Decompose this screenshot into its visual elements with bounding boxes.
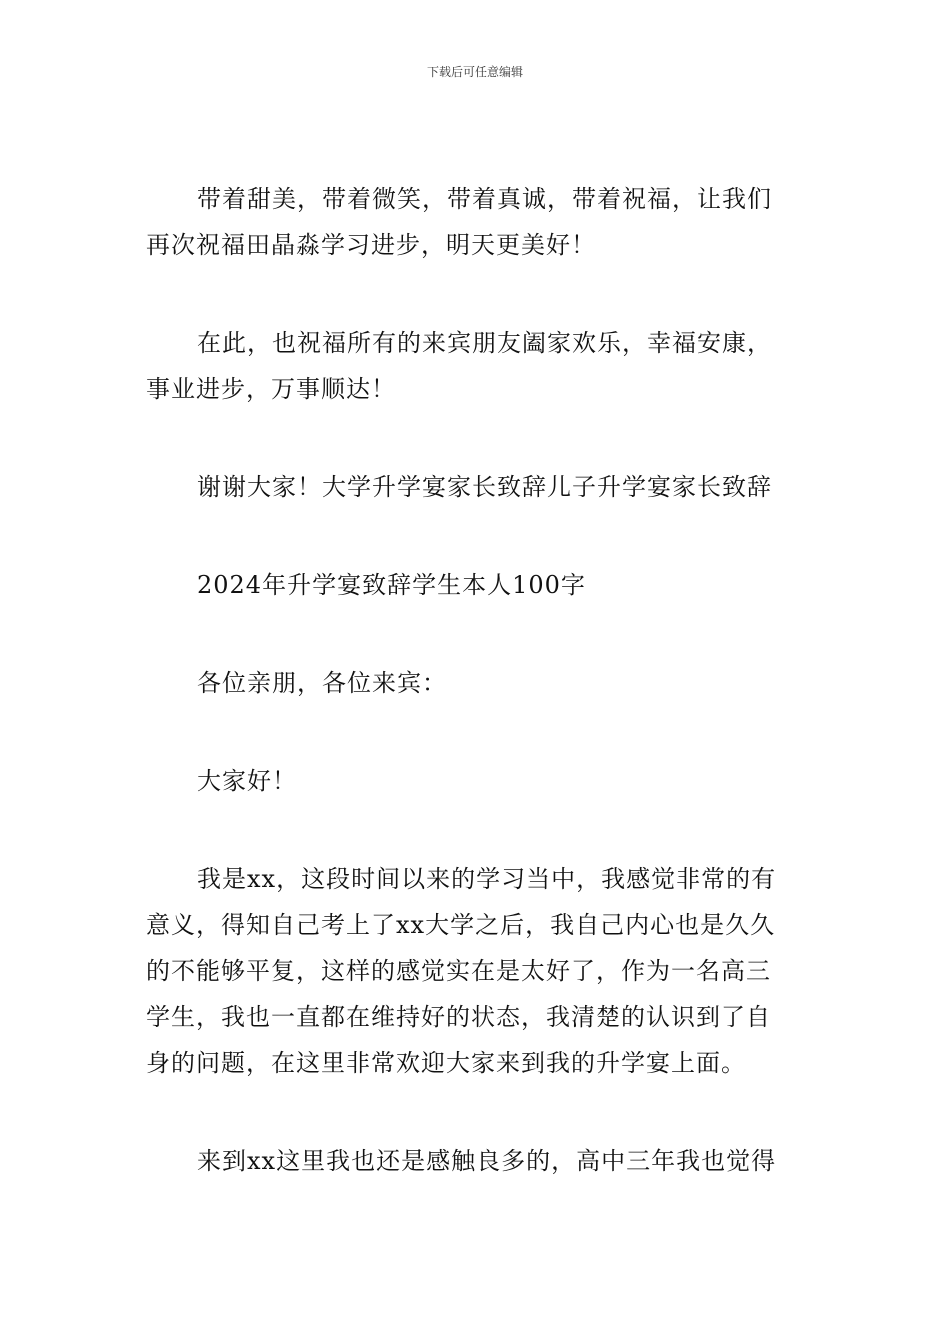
- paragraph-section-title: [146, 562, 810, 608]
- text-line: 再次祝福田晶淼学习进步，明天更美好！: [146, 231, 596, 259]
- text-line: 各位亲朋，各位来宾：: [197, 669, 447, 697]
- paragraph-blessing: [146, 176, 810, 268]
- text-line: 学生，我也一直都在维持好的状态，我清楚的认识到了自: [146, 1003, 771, 1031]
- text-line: 身的问题，在这里非常欢迎大家来到我的升学宴上面。: [146, 1049, 746, 1077]
- paragraph-salutation: [146, 660, 810, 706]
- text-line: 我是xx，这段时间以来的学习当中，我感觉非常的有: [197, 865, 777, 893]
- text-line: 事业进步，万事顺达！: [146, 375, 396, 403]
- document-body: [146, 176, 810, 1236]
- text-line: 2024年升学宴致辞学生本人100字: [197, 571, 586, 599]
- text-line: 大家好！: [197, 767, 297, 795]
- paragraph-introduction: [146, 856, 810, 1086]
- text-line: 带着甜美，带着微笑，带着真诚，带着祝福，让我们: [197, 185, 772, 213]
- page-header: 下载后可任意编辑: [426, 65, 523, 79]
- text-line: 的不能够平复，这样的感觉实在是太好了，作为一名高三: [146, 957, 771, 985]
- paragraph-guests-wish: [146, 320, 810, 412]
- text-line: 来到xx这里我也还是感触良多的，高中三年我也觉得: [197, 1147, 777, 1175]
- paragraph-thanks: [146, 464, 810, 510]
- paragraph-reflection: [146, 1138, 810, 1184]
- text-line: 谢谢大家！大学升学宴家长致辞儿子升学宴家长致辞: [197, 473, 772, 501]
- text-line: 在此，也祝福所有的来宾朋友阖家欢乐，幸福安康，: [197, 329, 772, 357]
- text-line: 意义，得知自己考上了xx大学之后，我自己内心也是久久: [146, 911, 776, 939]
- paragraph-greeting: [146, 758, 810, 804]
